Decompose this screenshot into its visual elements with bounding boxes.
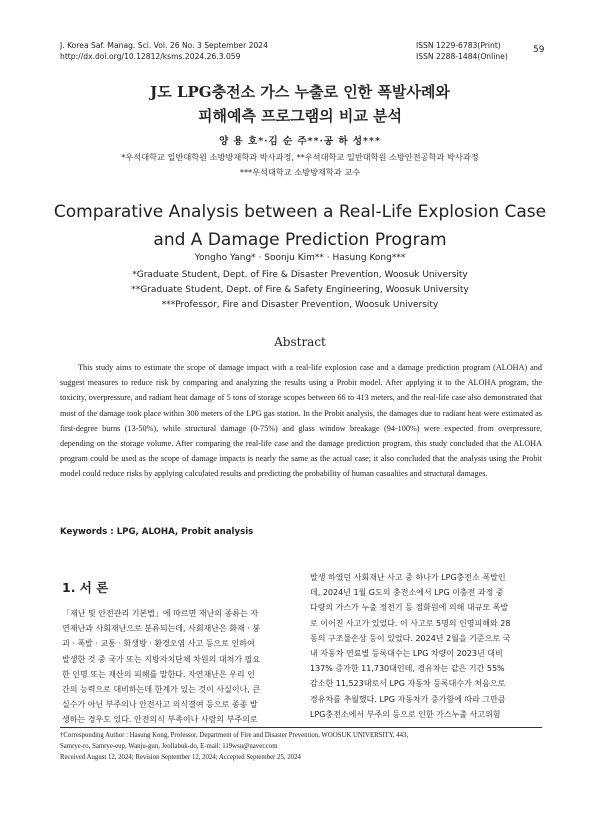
body-text-line: 한 인명 또는 재산의 피해를 말한다. 자연재난은 우리 인 [62,669,255,679]
body-text-line: 동의 구조물손상 등이 있었다. 2024년 2월을 기준으로 국 [310,633,511,643]
english-title-line-1: Comparative Analysis between a Real-Life Explosion Case [53,202,547,222]
body-text-line: 「재난 및 안전관리 기본법」에 따르면 재난의 종류는 자 [62,609,259,618]
english-affiliation-2: **Graduate Student, Dept. of Fire & Safety Engineering, Woosuk University [131,285,469,295]
body-text-line: 경유차를 추월했다. LPG 자동차가 증가함에 따라 그만큼 [310,694,506,704]
body-text-line: 데, 2024년 1월 G도의 충전소에서 LPG 이충전 과정 중 [310,588,504,598]
english-title [30,198,570,254]
body-text-line: 내 자동차 연료별 등록대수는 LPG 차량이 2023년 대비 [310,649,503,659]
body-text-line: 발생 하였던 사회재난 사고 중 하나가 LPG충전소 폭발인 [310,573,506,582]
body-text-line: 생하는 경우도 있다. 안전의식 부족이나 사람의 부주의로 [62,715,258,725]
korean-authors: 양 용 호*·김 순 주**·공 하 성*** [219,136,381,147]
issn-online: ISSN 2288-1484(Online) [416,52,508,61]
abstract-heading: Abstract [274,335,326,349]
english-title-line-2: and A Damage Prediction Program [153,230,447,250]
body-text-line: 실수가 아닌 부주의나 안전사고 의식결여 등으로 종종 발 [62,700,258,710]
left-column [62,606,294,728]
footnote-dates: Received August 12, 2024; Revision September 12, 2024; Accepted September 25, 2024 [60,754,301,761]
body-text-line: 로 이어진 사고가 있었다. 이 사고로 5명의 인명피해와 28 [310,618,511,628]
korean-affiliation-2: ***우석대학교 소방방재학과 교수 [239,167,361,177]
footnote [60,730,542,763]
body-text-line: 발생한 것 중 국가 또는 지방자치단체 차원의 대처가 필요 [62,654,261,664]
korean-title [30,80,570,128]
issn-print: ISSN 1229-6783(Print) [416,41,501,50]
body-text-line: 간의 능력으로 대비하는데 한계가 있는 것이 사실이나, 큰 [62,685,261,695]
keywords: Keywords : LPG, ALOHA, Probit analysis [60,527,254,537]
footnote-corresponding-author: †Corresponding Author : Hasung Kong, Professor, Department of Fire and Disaster Prevention, WOOSUK UNIVERSITY, 443, [60,732,409,739]
section-heading-introduction: 1. 서 론 [62,580,109,595]
body-text-line: 연재난과 사회재난으로 분류되는데, 사회재난은 화재 · 붕 [62,624,261,634]
body-text-line: 괴 · 폭발 · 교통 · 화생방 · 환경오염 사고 등으로 인하여 [62,639,255,649]
abstract-body: This study aims to estimate the scope of damage impact with a real-life explosion case and a damage prediction program (ALOHA) and suggest measures to reduce risk by comparing and analyzing the results using a Probit model. After applying it to the ALOHA program, the toxicity, overpressure, and radiant heat damage of 5 tons of storage scopes between 66 to 413 meters, and the real-life case also demonstrated that most of the damage took place within 300 meters of the LPG gas station. In the Probit analysis, the damages due to radiant heat were estimated as first-degree burns (13-50%), while structural damage (0-75%) and glass window breakage (94-100%) were expected from overpressure, depending on the storage volume. After comparing the real-life case and the damage prediction program, this study concluded that the ALOHA program could be used as the scope of damage impacts is nearly the same as the actual case; it also concluded that the analysis using the Probit model could reduce risks by applying calculated results and predicting the probability of human casualties and structural damages. [60,363,542,479]
english-affiliations [30,268,570,313]
english-authors: Yongho Yang* · Soonju Kim** · Hasung Kong*** [194,253,406,263]
journal-line-1: J. Korea Saf. Manag. Sci. Vol. 26 No. 3 September 2024 [60,41,268,50]
doi-link[interactable]: http://dx.doi.org/10.12812/ksms.2024.26.3.059 [60,52,241,61]
korean-affiliation-1: *우석대학교 일반대학원 소방방재학과 박사과정, **우석대학교 일반대학원 소방안전공학과 박사과정 [121,152,479,162]
footnote-divider [60,727,542,728]
korean-affiliations [30,150,570,180]
body-text-line: 137% 증가한 11,730대인데, 경유차는 같은 기간 55% [310,664,505,674]
issn-block [416,40,508,62]
korean-title-line-1: J도 LPG충전소 가스 누출로 인한 폭발사례와 [150,83,450,101]
korean-title-line-2: 피해예측 프로그램의 비교 분석 [197,107,403,125]
right-column [310,570,542,722]
body-text-line: LPG충전소에서 부주의 등으로 인한 가스누출 사고위험 [310,709,501,719]
page-number: 59 [533,45,545,55]
footnote-address: Samrye-ro, Samrye-eup, Wanju-gun, Jeollabuk-do, E-mail: 119wsu@naver.com [60,743,278,750]
body-text-line: 감소한 11,523대로서 LPG 자동차 등록대수가 처음으로 [310,679,506,689]
journal-citation [60,40,268,62]
english-affiliation-1: *Graduate Student, Dept. of Fire & Disaster Prevention, Woosuk University [132,270,468,280]
body-text-line: 다량의 가스가 누출 정전기 등 점화원에 의해 대규모 폭발 [310,603,509,613]
english-affiliation-3: ***Professor, Fire and Disaster Prevention, Woosuk University [161,300,439,310]
